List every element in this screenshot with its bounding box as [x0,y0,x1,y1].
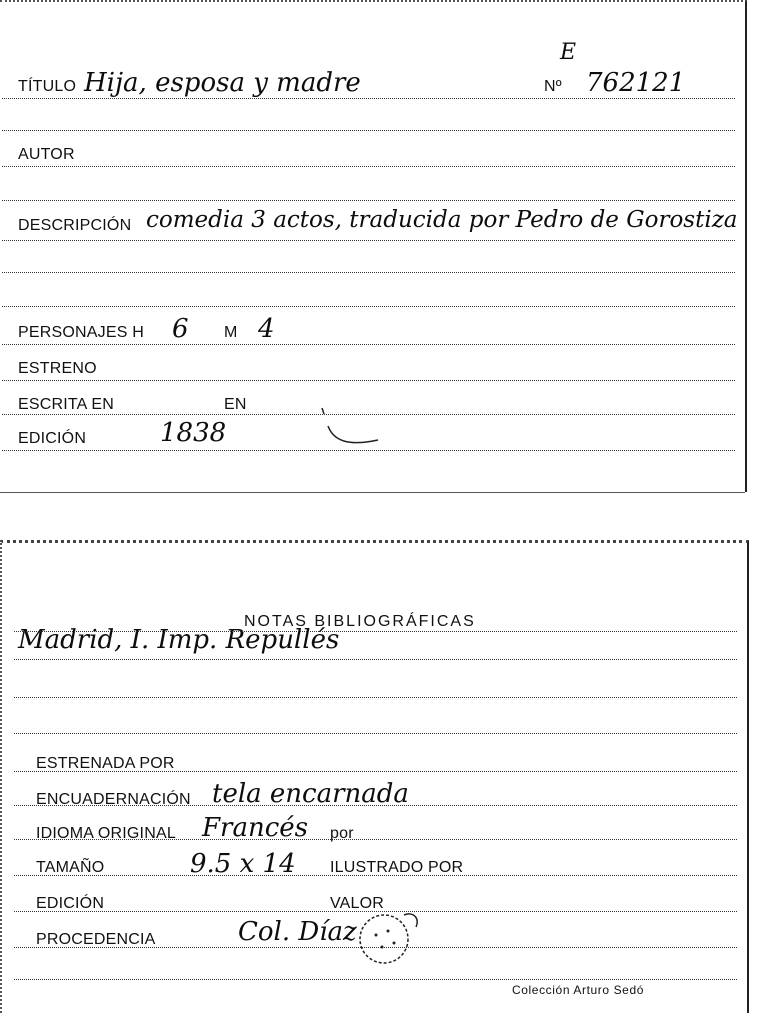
rule-line [14,979,737,980]
rule-line [2,344,735,345]
idioma-original-value: Francés [202,813,309,843]
notas-value: Madrid, I. Imp. Repullés [18,625,340,655]
card-separator [0,492,745,493]
rule-line [14,659,737,660]
rule-line [2,130,735,131]
procedencia-label: PROCEDENCIA [36,931,156,948]
notas-heading: NOTAS BIBLIOGRÁFICAS [244,613,476,630]
rule-line [2,306,735,307]
encuadernacion-value: tela encarnada [212,779,409,809]
mujeres-label: M [224,324,238,341]
procedencia-value: Col. Díaz [238,917,357,947]
catalog-card-front [0,0,747,492]
edicion-label: EDICIÓN [36,895,105,912]
descripcion-value: comedia 3 actos, traducida por Pedro de Gorostiza [146,207,738,233]
en-label: EN [224,396,247,413]
rule-line [2,166,735,167]
letra-value: E [560,40,577,65]
estreno-label: ESTRENO [18,360,97,377]
rule-line [2,98,735,99]
numero-label: Nº [544,78,562,95]
rule-line [2,380,735,381]
ink-stamp-blot [354,905,424,973]
estrenada-por-label: ESTRENADA POR [36,755,175,772]
tamano-value: 9.5 x 14 [190,849,296,879]
edicion-value: 1838 [160,418,227,448]
collection-credit: Colección Arturo Sedó [512,983,645,997]
personajes-label: PERSONAJES H [18,324,144,341]
rule-line [2,200,735,201]
descripcion-label: DESCRIPCIÓN [18,217,132,234]
rule-line [2,272,735,273]
ilustrado-por-label: ILUSTRADO POR [330,859,464,876]
titulo-label: TÍTULO [18,78,77,95]
por-label: por [330,825,354,842]
rule-line [14,733,737,734]
encuadernacion-label: ENCUADERNACIÓN [36,791,191,808]
rule-line [14,697,737,698]
rule-line [2,240,735,241]
tamano-label: TAMAÑO [36,859,105,876]
numero-value: 762121 [586,68,686,98]
edicion-label: EDICIÓN [18,430,87,447]
pen-stroke-mark [320,402,390,452]
hombres-value: 6 [172,314,189,344]
escrita-en-label: ESCRITA EN [18,396,114,413]
valor-label: VALOR [330,895,385,912]
idioma-original-label: IDIOMA ORIGINAL [36,825,176,842]
mujeres-value: 4 [258,314,275,344]
catalog-card-back [0,540,749,1013]
autor-label: AUTOR [18,146,75,163]
rule-line [14,631,737,632]
titulo-value: Hija, esposa y madre [84,68,361,98]
